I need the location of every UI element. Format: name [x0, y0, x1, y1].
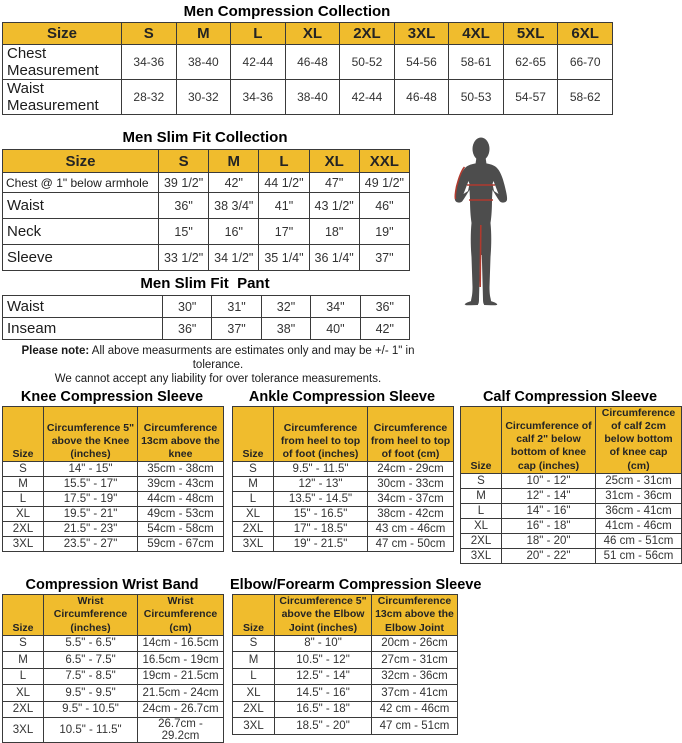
- row-label-cell: M: [461, 488, 502, 503]
- slim-fit-collection-title: Men Slim Fit Collection: [122, 129, 288, 146]
- value-cell: 9.5" - 10.5": [44, 701, 138, 718]
- value-cell: 38-40: [176, 45, 231, 80]
- value-cell: 36": [360, 296, 409, 318]
- table-row: [3, 219, 410, 245]
- header-row: [233, 407, 454, 462]
- compression-collection-title: Men Compression Collection: [183, 3, 391, 20]
- table-row: [3, 652, 224, 669]
- header-row: [233, 594, 458, 635]
- value-cell: 34-36: [231, 80, 286, 115]
- column-header: Size: [3, 23, 122, 45]
- column-header: S: [122, 23, 177, 45]
- column-header: 6XL: [558, 23, 613, 45]
- row-label-cell: Waist Measurement: [3, 80, 122, 115]
- value-cell: 41cm - 46cm: [596, 518, 682, 533]
- value-cell: 59cm - 67cm: [138, 537, 224, 552]
- value-cell: 19cm - 21.5cm: [138, 668, 224, 685]
- value-cell: 15.5" - 17": [44, 477, 138, 492]
- column-header: 4XL: [449, 23, 504, 45]
- note-line-1-text: All above measurments are estimates only and may be +/- 1" in tolerance.: [89, 345, 415, 372]
- value-cell: 26.7cm - 29.2cm: [138, 718, 224, 743]
- value-cell: 42 cm - 46cm: [372, 701, 458, 718]
- tolerance-note: [0, 344, 436, 386]
- value-cell: 44cm - 48cm: [138, 492, 224, 507]
- value-cell: 8" - 10": [275, 635, 372, 652]
- slim-fit-pant-table: [2, 295, 410, 340]
- column-header: XL: [285, 23, 340, 45]
- note-line-1: [0, 344, 436, 372]
- value-cell: 16" - 18": [502, 518, 596, 533]
- value-cell: 32cm - 36cm: [372, 668, 458, 685]
- table-row: [3, 507, 224, 522]
- value-cell: 25cm - 31cm: [596, 473, 682, 488]
- value-cell: 6.5" - 7.5": [44, 652, 138, 669]
- value-cell: 35cm - 38cm: [138, 462, 224, 477]
- value-cell: 36": [159, 193, 209, 219]
- table-row: [3, 193, 410, 219]
- column-header: M: [176, 23, 231, 45]
- elbow-forearm-title: Elbow/Forearm Compression Sleeve: [230, 576, 482, 593]
- row-label-cell: L: [233, 668, 275, 685]
- header-row: [3, 407, 224, 462]
- value-cell: 19" - 21.5": [274, 537, 368, 552]
- header-row: [3, 23, 613, 45]
- column-header: Circumference 13cm above the knee: [138, 407, 224, 462]
- value-cell: 30-32: [176, 80, 231, 115]
- table-row: [3, 522, 224, 537]
- figure-left-foot: [465, 301, 478, 305]
- column-header: Size: [3, 594, 44, 635]
- leg-measure-line: [480, 225, 481, 287]
- value-cell: 46-48: [394, 80, 449, 115]
- value-cell: 33 1/2": [159, 245, 209, 271]
- table-row: [3, 80, 613, 115]
- value-cell: 14" - 15": [44, 462, 138, 477]
- man-silhouette-icon: [450, 137, 512, 307]
- wrist-band-section: [0, 577, 224, 743]
- value-cell: 23.5" - 27": [44, 537, 138, 552]
- knee-sleeve-table: [2, 406, 224, 552]
- value-cell: 16": [209, 219, 259, 245]
- value-cell: 47 cm - 51cm: [372, 718, 458, 735]
- value-cell: 14.5" - 16": [275, 685, 372, 702]
- column-header: S: [159, 150, 209, 173]
- value-cell: 36cm - 41cm: [596, 503, 682, 518]
- column-header: 2XL: [340, 23, 395, 45]
- value-cell: 10.5" - 11.5": [44, 718, 138, 743]
- ankle-sleeve-title: Ankle Compression Sleeve: [248, 389, 436, 406]
- table-row: [461, 548, 682, 563]
- value-cell: 10" - 12": [502, 473, 596, 488]
- value-cell: 46-48: [285, 45, 340, 80]
- table-row: [3, 318, 410, 340]
- value-cell: 38-40: [285, 80, 340, 115]
- table-row: [233, 718, 458, 735]
- man-silhouette-figure: [450, 137, 512, 307]
- table-row: [461, 488, 682, 503]
- value-cell: 18": [309, 219, 359, 245]
- figure-right-foot: [484, 301, 497, 305]
- table-row: [233, 701, 458, 718]
- note-line-2: We cannot accept any liability for over tolerance measurements.: [54, 373, 382, 386]
- table-row: [3, 296, 410, 318]
- row-label-cell: M: [3, 477, 44, 492]
- value-cell: 42": [209, 173, 259, 193]
- row-label-cell: Sleeve: [3, 245, 159, 271]
- value-cell: 9.5" - 11.5": [274, 462, 368, 477]
- row-label-cell: Waist: [3, 296, 163, 318]
- ankle-sleeve-table: [232, 406, 454, 552]
- row-label-cell: S: [233, 635, 275, 652]
- compression-collection-table: [2, 22, 613, 115]
- table-row: [233, 652, 458, 669]
- value-cell: 32": [261, 296, 310, 318]
- value-cell: 12" - 13": [274, 477, 368, 492]
- value-cell: 54cm - 58cm: [138, 522, 224, 537]
- table-row: [461, 473, 682, 488]
- table-row: [3, 173, 410, 193]
- sleeve-tables-row: [0, 389, 679, 564]
- value-cell: 20" - 22": [502, 548, 596, 563]
- row-label-cell: L: [233, 492, 274, 507]
- value-cell: 34-36: [122, 45, 177, 80]
- value-cell: 46": [359, 193, 409, 219]
- value-cell: 54-57: [503, 80, 558, 115]
- value-cell: 5.5" - 6.5": [44, 635, 138, 652]
- calf-sleeve-table: [460, 406, 682, 564]
- value-cell: 18.5" - 20": [275, 718, 372, 735]
- value-cell: 51 cm - 56cm: [596, 548, 682, 563]
- value-cell: 44 1/2": [259, 173, 309, 193]
- table-row: [3, 245, 410, 271]
- value-cell: 47": [309, 173, 359, 193]
- row-label-cell: XL: [233, 685, 275, 702]
- value-cell: 43 cm - 46cm: [368, 522, 454, 537]
- column-header: L: [259, 150, 309, 173]
- value-cell: 39 1/2": [159, 173, 209, 193]
- row-label-cell: XL: [233, 507, 274, 522]
- value-cell: 42-44: [340, 80, 395, 115]
- knee-sleeve-title: Knee Compression Sleeve: [20, 389, 204, 406]
- value-cell: 62-65: [503, 45, 558, 80]
- value-cell: 40": [311, 318, 360, 340]
- header-row: [3, 150, 410, 173]
- value-cell: 50-53: [449, 80, 504, 115]
- value-cell: 24cm - 29cm: [368, 462, 454, 477]
- value-cell: 15": [159, 219, 209, 245]
- row-label-cell: 2XL: [233, 522, 274, 537]
- row-label-cell: XL: [3, 507, 44, 522]
- row-label-cell: M: [3, 652, 44, 669]
- value-cell: 15" - 16.5": [274, 507, 368, 522]
- slim-fit-collection-table: [2, 149, 410, 271]
- value-cell: 27cm - 31cm: [372, 652, 458, 669]
- row-label-cell: L: [3, 492, 44, 507]
- column-header: M: [209, 150, 259, 173]
- column-header: Circumference of calf 2" below bottom of knee cap (inches): [502, 407, 596, 474]
- value-cell: 20cm - 26cm: [372, 635, 458, 652]
- table-row: [461, 533, 682, 548]
- row-label-cell: XL: [461, 518, 502, 533]
- table-row: [233, 537, 454, 552]
- value-cell: 41": [259, 193, 309, 219]
- value-cell: 34cm - 37cm: [368, 492, 454, 507]
- column-header: Size: [233, 407, 274, 462]
- elbow-forearm-table: [232, 594, 458, 735]
- row-label-cell: S: [233, 462, 274, 477]
- row-label-cell: Waist: [3, 193, 159, 219]
- value-cell: 36": [163, 318, 212, 340]
- row-label-cell: L: [461, 503, 502, 518]
- value-cell: 16.5" - 18": [275, 701, 372, 718]
- table-row: [3, 45, 613, 80]
- value-cell: 30": [163, 296, 212, 318]
- value-cell: 37": [212, 318, 261, 340]
- value-cell: 19.5" - 21": [44, 507, 138, 522]
- column-header: Circumference of calf 2cm below bottom of knee cap (cm): [596, 407, 682, 474]
- value-cell: 38 3/4": [209, 193, 259, 219]
- value-cell: 16.5cm - 19cm: [138, 652, 224, 669]
- table-row: [3, 718, 224, 743]
- value-cell: 14cm - 16.5cm: [138, 635, 224, 652]
- table-row: [3, 635, 224, 652]
- value-cell: 30cm - 33cm: [368, 477, 454, 492]
- row-label-cell: L: [3, 668, 44, 685]
- calf-sleeve-title: Calf Compression Sleeve: [482, 389, 658, 406]
- column-header: Wrist Circumference (inches): [44, 594, 138, 635]
- value-cell: 42-44: [231, 45, 286, 80]
- value-cell: 54-56: [394, 45, 449, 80]
- value-cell: 50-52: [340, 45, 395, 80]
- value-cell: 35 1/4": [259, 245, 309, 271]
- column-header: 5XL: [503, 23, 558, 45]
- value-cell: 66-70: [558, 45, 613, 80]
- value-cell: 34": [311, 296, 360, 318]
- header-row: [461, 407, 682, 474]
- row-label-cell: Neck: [3, 219, 159, 245]
- row-label-cell: 3XL: [233, 718, 275, 735]
- value-cell: 24cm - 26.7cm: [138, 701, 224, 718]
- value-cell: 14" - 16": [502, 503, 596, 518]
- row-label-cell: S: [3, 635, 44, 652]
- ankle-sleeve-section: [230, 389, 454, 552]
- value-cell: 9.5" - 9.5": [44, 685, 138, 702]
- row-label-cell: 2XL: [461, 533, 502, 548]
- value-cell: 46 cm - 51cm: [596, 533, 682, 548]
- column-header: Size: [461, 407, 502, 474]
- knee-sleeve-section: [0, 389, 224, 552]
- row-label-cell: 2XL: [233, 701, 275, 718]
- row-label-cell: Inseam: [3, 318, 163, 340]
- value-cell: 38cm - 42cm: [368, 507, 454, 522]
- column-header: Circumference 13cm above the Elbow Joint: [372, 594, 458, 635]
- value-cell: 17.5" - 19": [44, 492, 138, 507]
- table-row: [461, 503, 682, 518]
- value-cell: 31": [212, 296, 261, 318]
- value-cell: 34 1/2": [209, 245, 259, 271]
- value-cell: 37cm - 41cm: [372, 685, 458, 702]
- column-header: Circumference from heel to top of foot (inches): [274, 407, 368, 462]
- table-row: [3, 492, 224, 507]
- row-label-cell: XL: [3, 685, 44, 702]
- table-row: [3, 668, 224, 685]
- column-header: Size: [233, 594, 275, 635]
- column-header: XL: [309, 150, 359, 173]
- column-header: Wrist Circumference (cm): [138, 594, 224, 635]
- wrist-elbow-tables-row: [0, 577, 679, 743]
- row-label-cell: 3XL: [233, 537, 274, 552]
- value-cell: 31cm - 36cm: [596, 488, 682, 503]
- row-label-cell: Chest Measurement: [3, 45, 122, 80]
- table-row: [3, 462, 224, 477]
- value-cell: 58-62: [558, 80, 613, 115]
- wrist-band-table: [2, 594, 224, 743]
- value-cell: 18" - 20": [502, 533, 596, 548]
- slim-fit-pant-title: Men Slim Fit Pant: [140, 275, 270, 292]
- calf-sleeve-section: [458, 389, 682, 564]
- column-header: Size: [3, 407, 44, 462]
- value-cell: 49 1/2": [359, 173, 409, 193]
- value-cell: 21.5" - 23": [44, 522, 138, 537]
- row-label-cell: Chest @ 1" below armhole: [3, 173, 159, 193]
- header-row: [3, 594, 224, 635]
- value-cell: 36 1/4": [309, 245, 359, 271]
- table-row: [3, 685, 224, 702]
- row-label-cell: 2XL: [3, 522, 44, 537]
- value-cell: 12.5" - 14": [275, 668, 372, 685]
- table-row: [233, 668, 458, 685]
- value-cell: 12" - 14": [502, 488, 596, 503]
- value-cell: 10.5" - 12": [275, 652, 372, 669]
- column-header: L: [231, 23, 286, 45]
- column-header: Circumference from heel to top of foot (cm): [368, 407, 454, 462]
- table-row: [233, 685, 458, 702]
- elbow-forearm-section: [230, 577, 481, 735]
- table-row: [233, 477, 454, 492]
- column-header: 3XL: [394, 23, 449, 45]
- table-row: [3, 477, 224, 492]
- figure-neck: [476, 157, 487, 164]
- value-cell: 43 1/2": [309, 193, 359, 219]
- value-cell: 7.5" - 8.5": [44, 668, 138, 685]
- value-cell: 47 cm - 50cm: [368, 537, 454, 552]
- table-row: [233, 492, 454, 507]
- value-cell: 58-61: [449, 45, 504, 80]
- row-label-cell: 3XL: [461, 548, 502, 563]
- value-cell: 39cm - 43cm: [138, 477, 224, 492]
- column-header: Circumference 5" above the Knee (inches): [44, 407, 138, 462]
- row-label-cell: 3XL: [3, 537, 44, 552]
- row-label-cell: 2XL: [3, 701, 44, 718]
- figure-torso-arms: [455, 163, 507, 223]
- table-row: [233, 507, 454, 522]
- table-row: [233, 522, 454, 537]
- wrist-band-title: Compression Wrist Band: [25, 576, 199, 593]
- value-cell: 17" - 18.5": [274, 522, 368, 537]
- value-cell: 28-32: [122, 80, 177, 115]
- table-row: [233, 462, 454, 477]
- column-header: Size: [3, 150, 159, 173]
- value-cell: 42": [360, 318, 409, 340]
- row-label-cell: S: [461, 473, 502, 488]
- note-label: Please note:: [21, 345, 90, 357]
- table-row: [461, 518, 682, 533]
- row-label-cell: S: [3, 462, 44, 477]
- value-cell: 49cm - 53cm: [138, 507, 224, 522]
- value-cell: 17": [259, 219, 309, 245]
- value-cell: 13.5" - 14.5": [274, 492, 368, 507]
- value-cell: 21.5cm - 24cm: [138, 685, 224, 702]
- value-cell: 37": [359, 245, 409, 271]
- value-cell: 38": [261, 318, 310, 340]
- row-label-cell: M: [233, 477, 274, 492]
- row-label-cell: M: [233, 652, 275, 669]
- table-row: [233, 635, 458, 652]
- table-row: [3, 537, 224, 552]
- table-row: [3, 701, 224, 718]
- row-label-cell: 3XL: [3, 718, 44, 743]
- column-header: XXL: [359, 150, 409, 173]
- column-header: Circumference 5" above the Elbow Joint (inches): [275, 594, 372, 635]
- value-cell: 19": [359, 219, 409, 245]
